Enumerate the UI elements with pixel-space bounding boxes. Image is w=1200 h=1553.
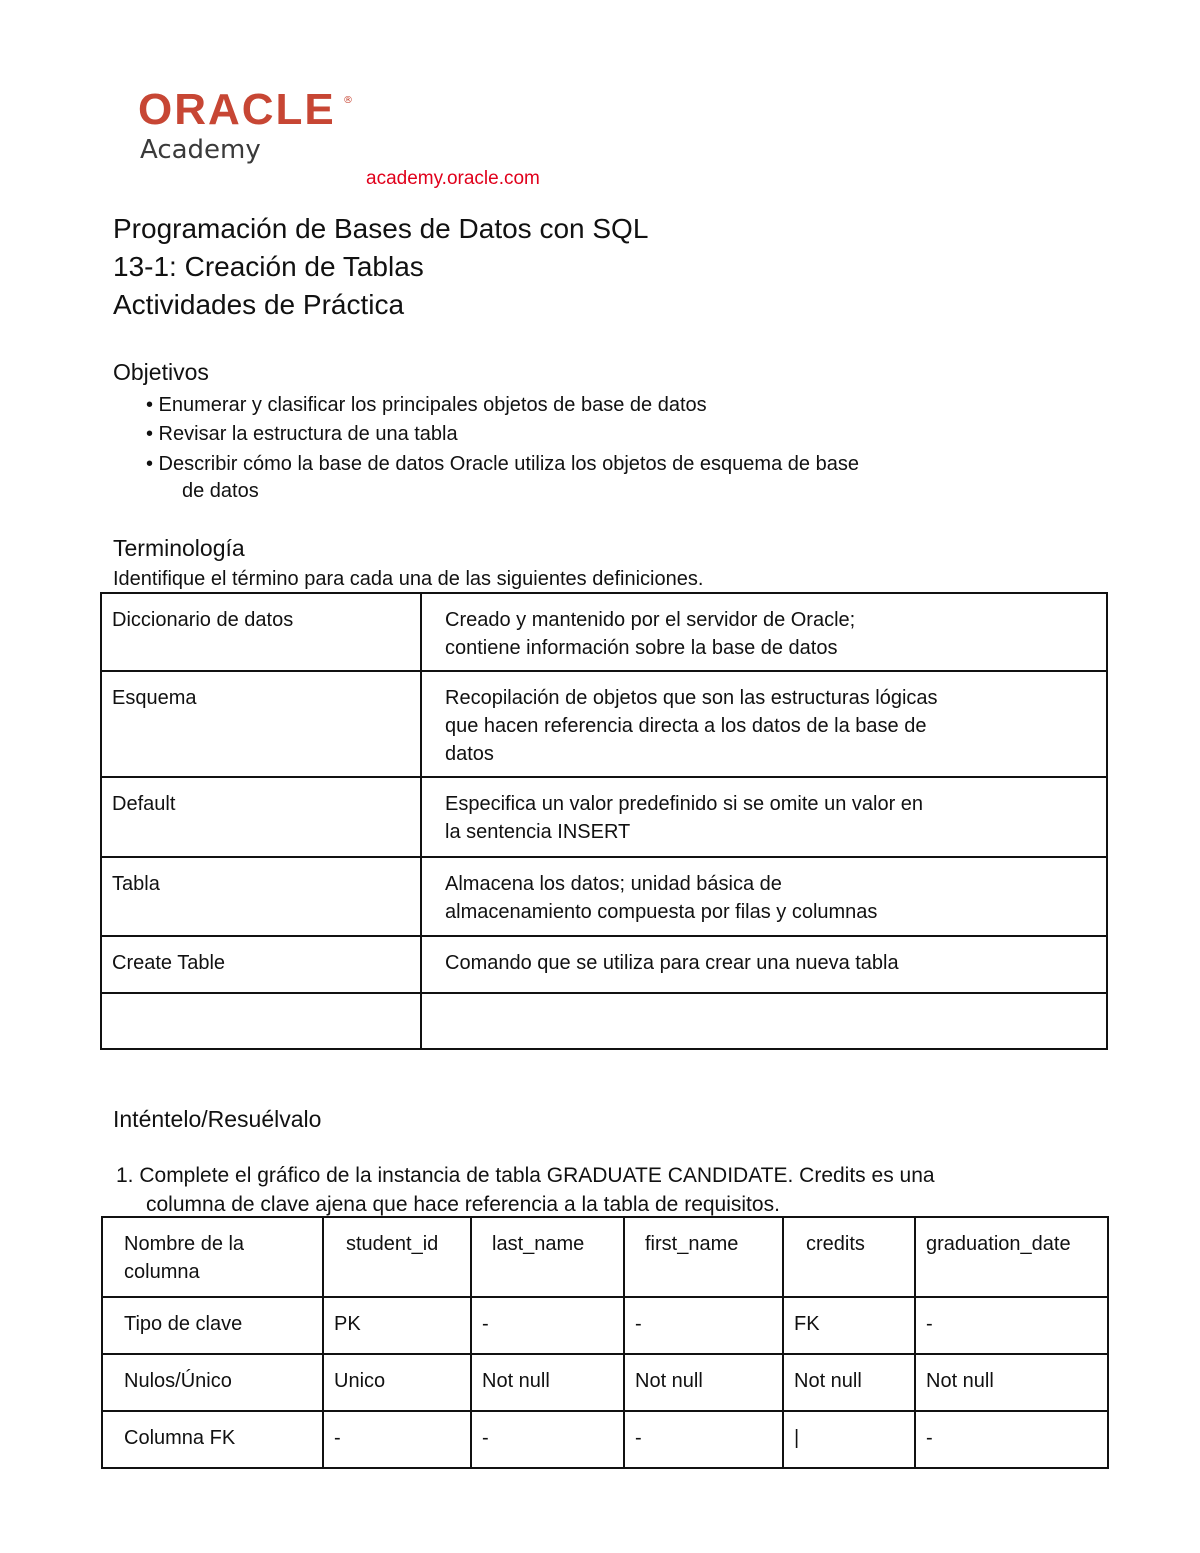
- table-cell[interactable]: Not null: [783, 1354, 915, 1411]
- definition-line: Especifica un valor predefinido si se omite un valor en: [445, 793, 924, 815]
- term-cell[interactable]: Tabla: [101, 857, 421, 936]
- column-header-credits: credits: [783, 1217, 915, 1297]
- graduate-candidate-table: [101, 1216, 1109, 1469]
- objective-item: • Enumerar y clasificar los principales objetos de base de datos: [146, 394, 707, 416]
- definition-cell-empty[interactable]: [421, 993, 1107, 1049]
- definition-line: Creado y mantenido por el servidor de Oracle;: [445, 609, 856, 631]
- table-cell[interactable]: -: [471, 1297, 624, 1354]
- definition-cell: [421, 593, 1107, 671]
- objective-item: • Revisar la estructura de una tabla: [146, 423, 458, 445]
- definition-line: almacenamiento compuesta por filas y columnas: [445, 901, 878, 923]
- row-label: Nulos/Único: [102, 1354, 323, 1411]
- table-cell[interactable]: -: [624, 1411, 783, 1468]
- column-name-label-line: Nombre de la: [124, 1233, 245, 1255]
- definition-cell: [421, 936, 1107, 993]
- objective-item: • Describir cómo la base de datos Oracle utiliza los objetos de esquema de base: [146, 453, 859, 475]
- terminology-heading: Terminología: [113, 535, 245, 561]
- definition-cell: [421, 777, 1107, 857]
- header-url-link[interactable]: academy.oracle.com: [366, 168, 540, 189]
- term-cell[interactable]: Create Table: [101, 936, 421, 993]
- term-cell-empty[interactable]: [101, 993, 421, 1049]
- definition-line: Comando que se utiliza para crear una nueva tabla: [445, 952, 899, 974]
- terminology-table: [100, 592, 1108, 1050]
- term-cell[interactable]: Diccionario de datos: [101, 593, 421, 671]
- table-cell[interactable]: FK: [783, 1297, 915, 1354]
- table-cell[interactable]: -: [624, 1297, 783, 1354]
- table-row: [101, 857, 1107, 936]
- table-row: [102, 1297, 1108, 1354]
- definition-line: que hacen referencia directa a los datos de la base de: [445, 715, 927, 737]
- table-cell[interactable]: Not null: [915, 1354, 1108, 1411]
- term-cell[interactable]: Default: [101, 777, 421, 857]
- table-cell[interactable]: -: [915, 1411, 1108, 1468]
- table-cell[interactable]: PK: [323, 1297, 471, 1354]
- column-header-graduation-date: graduation_date: [915, 1217, 1108, 1297]
- oracle-logo: ORACLE: [138, 85, 336, 134]
- column-header-student-id: student_id: [323, 1217, 471, 1297]
- objectives-heading: Objetivos: [113, 359, 209, 385]
- academy-logo-text: Academy: [140, 135, 261, 165]
- column-name-label-cell: [102, 1217, 323, 1297]
- table-row: [101, 936, 1107, 993]
- column-header-last-name: last_name: [471, 1217, 624, 1297]
- objective-item-continuation: de datos: [182, 480, 259, 502]
- column-name-label-line: columna: [124, 1261, 200, 1283]
- definition-cell: [421, 857, 1107, 936]
- registered-mark: ®: [343, 95, 353, 106]
- course-title: Programación de Bases de Datos con SQL: [113, 213, 649, 244]
- definition-line: contiene información sobre la base de datos: [445, 637, 838, 659]
- table-cell[interactable]: -: [915, 1297, 1108, 1354]
- row-label: Columna FK: [102, 1411, 323, 1468]
- definition-line: la sentencia INSERT: [445, 821, 631, 843]
- row-label: Tipo de clave: [102, 1297, 323, 1354]
- table-cell[interactable]: -: [323, 1411, 471, 1468]
- definition-line: datos: [445, 743, 494, 765]
- table-row: [101, 593, 1107, 671]
- table-row: [102, 1354, 1108, 1411]
- column-header-first-name: first_name: [624, 1217, 783, 1297]
- question-1-text: 1. Complete el gráfico de la instancia de tabla GRADUATE CANDIDATE. Credits es una: [116, 1164, 935, 1187]
- term-cell[interactable]: Esquema: [101, 671, 421, 777]
- terminology-intro: Identifique el término para cada una de las siguientes definiciones.: [113, 568, 704, 590]
- lesson-title: 13-1: Creación de Tablas: [113, 251, 424, 282]
- table-header-row: [102, 1217, 1108, 1297]
- table-row: [101, 993, 1107, 1049]
- question-1-text-continuation: columna de clave ajena que hace referencia a la tabla de requisitos.: [146, 1193, 780, 1216]
- definition-cell: [421, 671, 1107, 777]
- try-it-heading: Inténtelo/Resuélvalo: [113, 1106, 322, 1132]
- definition-line: Almacena los datos; unidad básica de: [445, 873, 782, 895]
- table-row: [102, 1411, 1108, 1468]
- table-row: [101, 671, 1107, 777]
- definition-line: Recopilación de objetos que son las estructuras lógicas: [445, 687, 938, 709]
- table-cell[interactable]: Not null: [624, 1354, 783, 1411]
- activity-title: Actividades de Práctica: [113, 289, 405, 320]
- table-cell[interactable]: |: [783, 1411, 915, 1468]
- table-cell[interactable]: Unico: [323, 1354, 471, 1411]
- table-cell[interactable]: -: [471, 1411, 624, 1468]
- table-cell[interactable]: Not null: [471, 1354, 624, 1411]
- table-row: [101, 777, 1107, 857]
